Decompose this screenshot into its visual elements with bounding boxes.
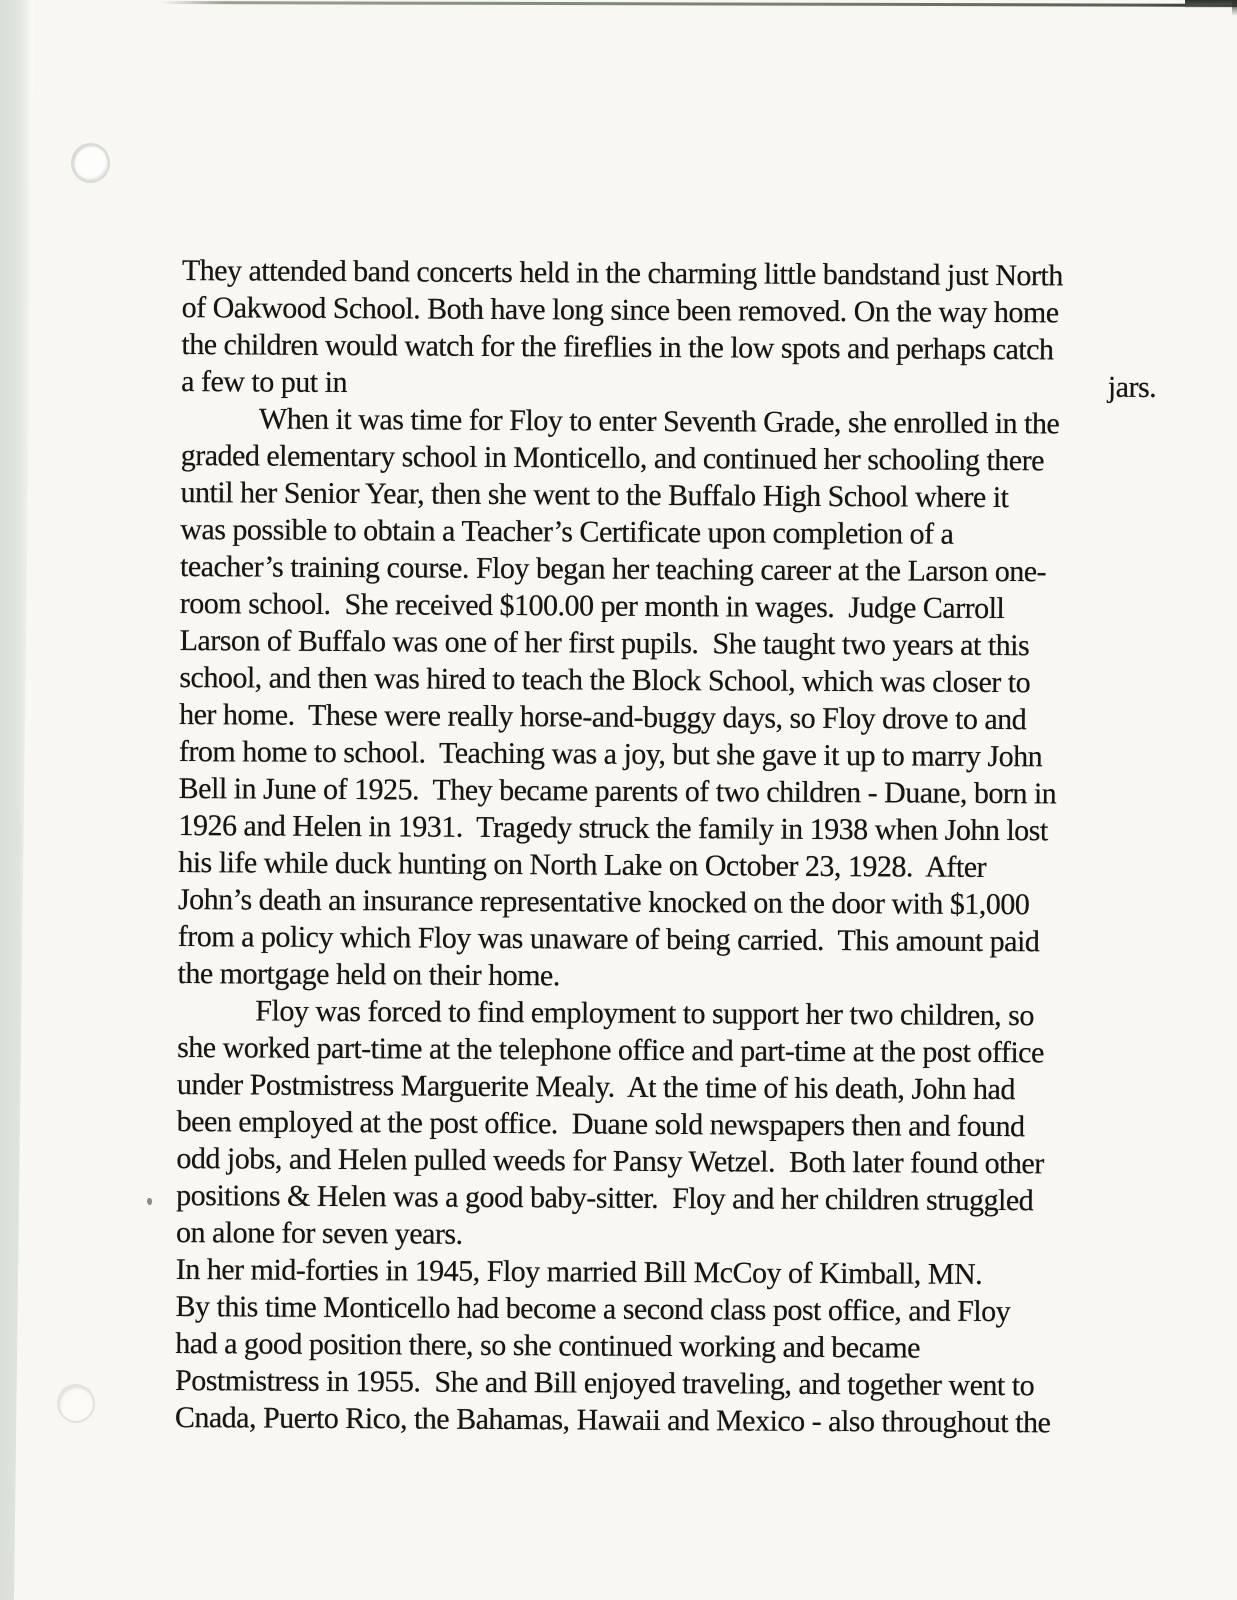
gap-line-left-text: a few to put in [181,364,348,400]
document-text [175,252,1157,1442]
text-line: By this time Monticello had become a second class post office, and Floy [175,1289,1011,1329]
text-line: teacher’s training course. Floy began her teaching career at the Larson one- [179,549,1047,589]
text-line: Cnada, Puerto Rico, the Bahamas, Hawaii and Mexico - also throughout the [174,1400,1051,1440]
text-line: been employed at the post office. Duane sold newspapers then and found [176,1104,1025,1144]
text-line: the children would watch for the fireflies in the low spots and perhaps catch [181,327,1054,367]
text-line: until her Senior Year, then she went to the Buffalo High School where it [180,475,1009,515]
scanner-edge-top-line [160,1,1237,7]
text-line: her home. These were really horse-and-buggy days, so Floy drove to and [179,697,1027,737]
text-line: the mortgage held on their home. [177,956,560,993]
text-line: his life while duck hunting on North Lake on October 23, 1928. After [178,845,987,884]
text-line: odd jobs, and Helen pulled weeds for Pansy Wetzel. Both later found other [176,1141,1044,1181]
gap-line-right-text: jars. [1107,370,1157,404]
text-line-with-gap [181,363,1156,406]
text-line: from a policy which Floy was unaware of being carried. This amount paid [177,919,1040,959]
text-line: she worked part-time at the telephone office and part-time at the post office [177,1030,1044,1070]
text-line: had a good position there, so she continued working and became [175,1326,921,1365]
punch-hole-bottom [57,1384,95,1423]
text-line: Floy was forced to find employment to support her two children, so [255,994,1034,1033]
punch-hole-top [71,143,110,183]
text-line: Bell in June of 1925. They became parents of two children - Duane, born in [178,771,1057,811]
text-line: positions & Helen was a good baby-sitter. Floy and her children struggled [176,1178,1034,1218]
corner-tick-right [1232,0,1237,16]
text-line: John’s death an insurance representative knocked on the door with $1,000 [177,882,1030,922]
scanner-edge-left [0,0,34,1600]
text-line: on alone for seven years. [175,1215,463,1251]
text-line: They attended band concerts held in the charming little bandstand just North [181,253,1063,293]
text-line: of Oakwood School. Both have long since been removed. On the way home [181,290,1059,330]
text-line: 1926 and Helen in 1931. Tragedy struck the family in 1938 when John lost [178,808,1048,848]
text-line: graded elementary school in Monticello, and continued her schooling there [180,438,1045,478]
text-line: school, and then was hired to teach the Block School, which was closer to [179,660,1031,700]
text-line: was possible to obtain a Teacher’s Certificate upon completion of a [180,512,954,551]
text-line: Larson of Buffalo was one of her first pupils. She taught two years at this [179,623,1030,663]
text-line: Postmistress in 1955. She and Bill enjoyed traveling, and together went to [175,1363,1035,1403]
corner-shadow-top-right [1185,0,1237,8]
text-line: When it was time for Floy to enter Seventh Grade, she enrolled in the [258,402,1060,441]
text-line: under Postmistress Marguerite Mealy. At the time of his death, John had [176,1067,1016,1107]
text-line: In her mid-forties in 1945, Floy married Bill McCoy of Kimball, MN. [175,1252,983,1291]
text-line: from home to school. Teaching was a joy, but she gave it up to marry John [178,734,1043,774]
stray-ink-dot [147,1198,152,1205]
text-line: room school. She received $100.00 per month in wages. Judge Carroll [179,586,1005,626]
